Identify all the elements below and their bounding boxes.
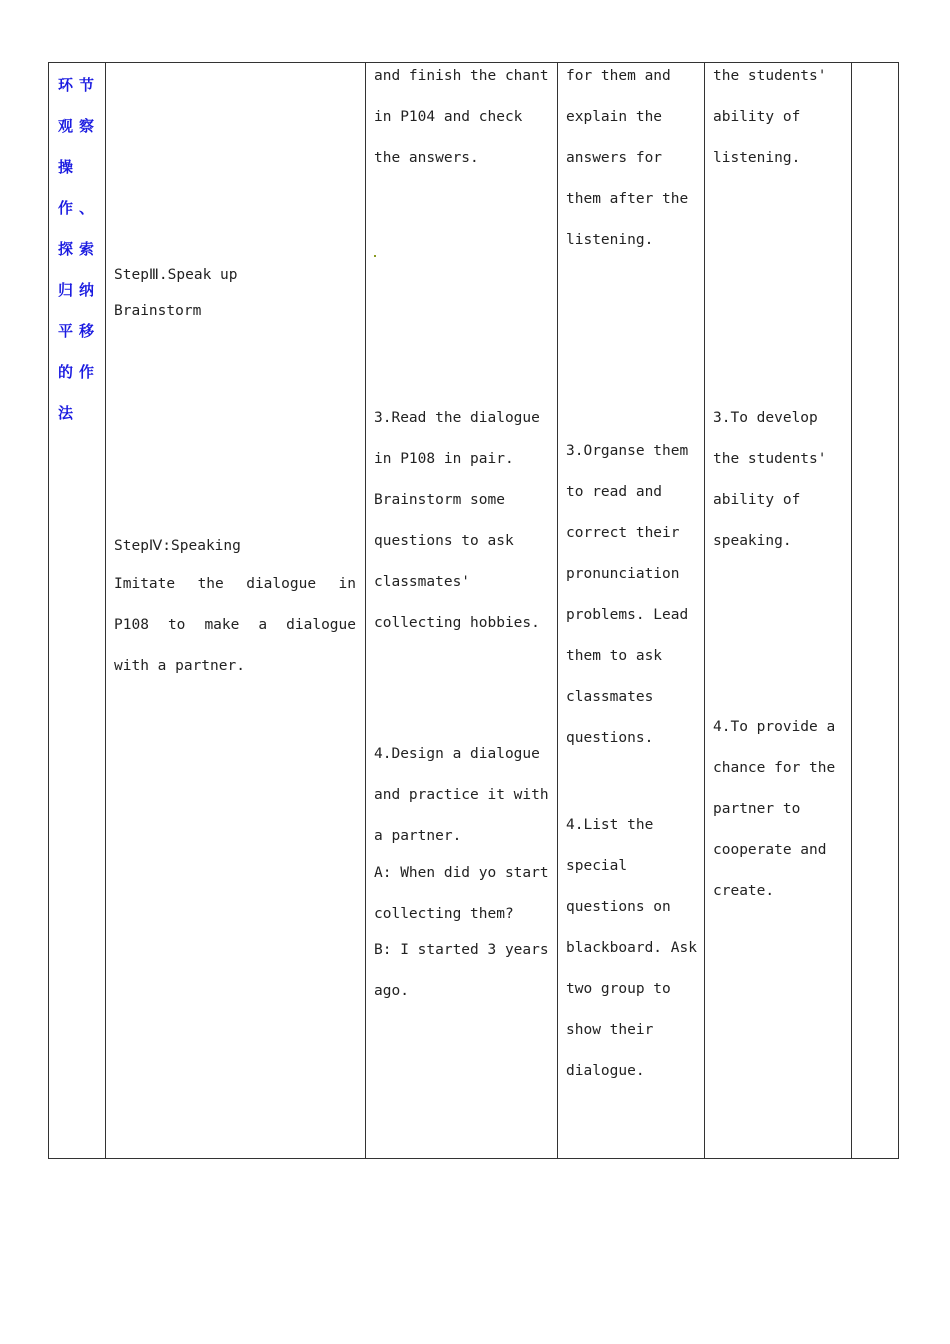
purpose-4: 4.To provide a chance for the partner to cooperate and create.	[713, 719, 836, 899]
teacher-activity-1: for them and explain the answers for them after the listening.	[566, 68, 689, 248]
stage-heading: 环节观察操作、探索归纳平移的作法	[58, 76, 101, 422]
step4-title: StepⅣ:Speaking	[114, 538, 241, 554]
purpose-1: the students' ability of listening.	[713, 68, 827, 166]
step3-title: StepⅢ.Speak up	[114, 267, 238, 283]
teacher-activity-4: 4.List the special questions on blackboard. Ask two group to show their dialogue.	[566, 817, 697, 1079]
stray-dot	[374, 255, 376, 257]
activity-3: 3.Read the dialogue in P108 in pair. Brainstorm some questions to ask classmates' collecting hobbies.	[374, 410, 540, 631]
column-divider	[365, 62, 366, 1159]
dialogue-line-b1: B: I started 3 years	[374, 942, 549, 958]
column-divider	[704, 62, 705, 1159]
column-divider	[105, 62, 106, 1159]
column-divider	[557, 62, 558, 1159]
dialogue-line-a1: A: When did yo start	[374, 865, 549, 881]
step4-body: Imitate the dialogue in P108 to make a dialogue with a partner.	[114, 576, 365, 674]
purpose-3: 3.To develop the students' ability of speaking.	[713, 410, 827, 549]
dialogue-line-a2: collecting them?	[374, 906, 514, 922]
activity-1: and finish the chant in P104 and check the answers.	[374, 68, 549, 166]
step3-subtitle: Brainstorm	[114, 303, 202, 319]
activity-4: 4.Design a dialogue and practice it with a partner.	[374, 746, 549, 844]
teacher-activity-3: 3.Organse them to read and correct their pronunciation problems. Lead them to ask classmates questions.	[566, 443, 689, 746]
column-divider	[851, 62, 852, 1159]
dialogue-line-b2: ago.	[374, 983, 409, 999]
